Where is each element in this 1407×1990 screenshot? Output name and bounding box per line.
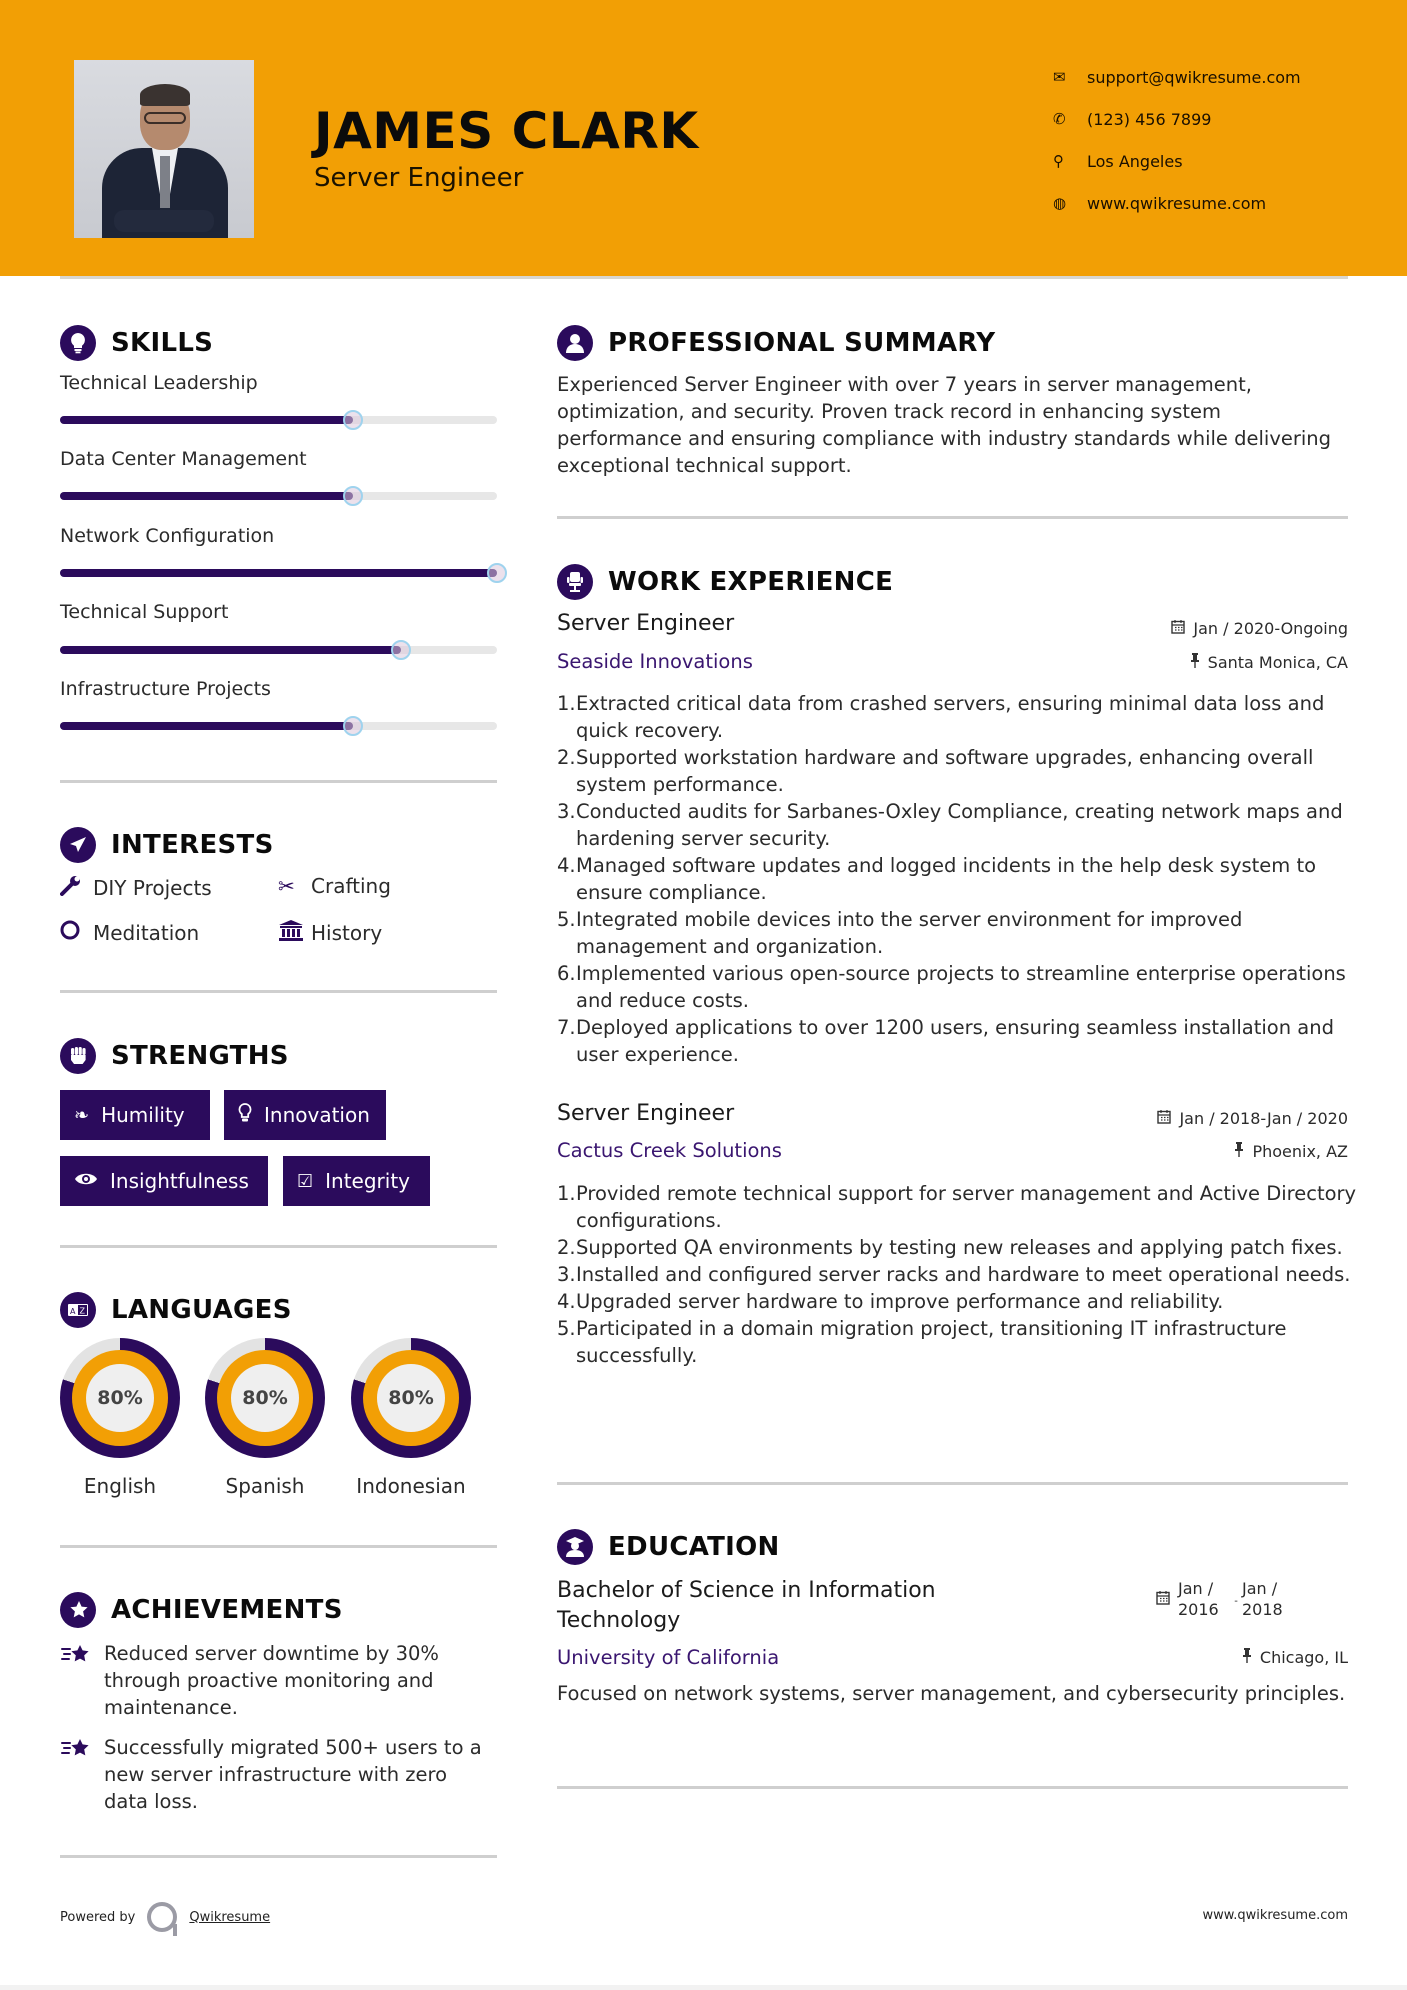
strengths-title: STRENGTHS [111,1041,289,1071]
qwikresume-logo-icon [147,1902,177,1932]
paper-plane-icon [60,827,96,863]
pushpin-icon [1234,1142,1244,1161]
degree-title: Bachelor of Science in Information Technology [557,1578,936,1633]
language-donut [351,1338,471,1458]
education-location: Chicago, IL [1242,1648,1348,1667]
section-divider [557,1482,1348,1485]
pushpin-icon [1190,653,1200,672]
company-name: Cactus Creek Solutions [557,1139,782,1162]
achievement-item: Reduced server downtime by 30% through proactive monitoring and maintenance. [60,1640,497,1721]
bullet-item: 4. Upgraded server hardware to improve performance and reliability. [557,1290,1224,1313]
interest-item: Meditation [60,919,199,946]
summary-title: PROFESSIONAL SUMMARY [608,328,996,358]
contact-phone[interactable] [1050,98,1301,140]
globe-icon: ◍ [1053,194,1067,212]
museum-icon [278,919,311,946]
job-dates: Jan / 2018-Jan / 2020 [1157,1109,1348,1128]
skill-label: Technical Leadership [60,372,258,394]
school-name: University of California [557,1646,780,1669]
interest-item: DIY Projects [60,874,212,901]
translate-icon [60,1292,96,1328]
section-divider [557,1786,1348,1789]
bullet-item: 3. Conducted audits for Sarbanes-Oxley Compliance, creating network maps and hardening server security. [557,800,1343,850]
language-percent: 80% [231,1364,299,1432]
language-percent: 80% [86,1364,154,1432]
office-chair-icon [557,564,593,600]
fist-icon [60,1038,96,1074]
page-bottom-edge [0,1985,1407,1990]
achievements-title: ACHIEVEMENTS [111,1595,343,1625]
job-title: Server Engineer [557,1101,735,1126]
education-title: EDUCATION [608,1532,780,1562]
contact-email-text: support@qwikresume.com [1087,67,1301,87]
interests-title: INTERESTS [111,830,274,860]
skill-label: Technical Support [60,601,229,623]
education-description: Focused on network systems, server management, and cybersecurity principles. [557,1682,1346,1705]
svg-text:Z: Z [79,1306,85,1316]
section-divider [60,1545,497,1548]
wrench-icon [60,874,93,901]
pushpin-icon [1242,1648,1252,1667]
user-icon [557,325,593,361]
contact-website-text: www.qwikresume.com [1087,193,1267,213]
skill-bar-knob [391,640,411,660]
svg-text:A: A [70,1307,76,1316]
candidate-title: Server Engineer [314,163,524,193]
bullet-item: 2. Supported QA environments by testing new releases and applying patch fixes. [557,1236,1343,1259]
shooting-star-icon [60,1734,104,1815]
languages-title: LANGUAGES [111,1295,292,1325]
bullet-item: 2. Supported workstation hardware and software upgrades, enhancing overall system performance. [557,746,1314,796]
lightbulb-icon [238,1103,252,1128]
interests-heading [60,827,274,863]
footer-website-link[interactable]: www.qwikresume.com [1202,1908,1348,1923]
experience-heading [557,564,893,600]
section-divider [60,1855,497,1858]
contact-website[interactable] [1050,182,1301,224]
skill-label: Data Center Management [60,448,307,470]
envelope-icon: ✉ [1053,68,1066,86]
strength-tag: Innovation [224,1090,386,1140]
contact-location [1050,140,1301,182]
contact-email[interactable] [1050,56,1301,98]
education-start: Jan / 2016 [1178,1579,1219,1619]
bullet-item: 6. Implemented various open-source projects to streamline enterprise operations and reduce costs. [557,962,1346,1012]
star-icon [60,1592,96,1628]
bullet-item: 7. Deployed applications to over 1200 users, ensuring seamless installation and user experience. [557,1016,1334,1066]
skills-heading [60,325,213,361]
achievements-heading [60,1592,343,1628]
bullet-item: 4. Managed software updates and logged incidents in the help desk system to ensure compliance. [557,854,1317,904]
skill-bar [60,492,497,500]
language-donut [60,1338,180,1458]
skill-label: Network Configuration [60,525,275,547]
contact-location-text: Los Angeles [1087,151,1183,171]
skill-bar-knob [487,563,507,583]
section-divider [557,516,1348,519]
section-divider [60,1245,497,1248]
language-label: Indonesian [356,1474,466,1498]
calendar-icon [1157,1109,1171,1128]
candidate-name: JAMES CLARK [314,102,699,160]
education-heading [557,1529,780,1565]
map-marker-icon: ⚲ [1053,152,1064,170]
education-end: Jan / 2018 [1242,1579,1283,1619]
profile-photo [74,60,254,238]
circle-icon [60,919,93,946]
qwikresume-link[interactable]: Qwikresume [189,1909,271,1925]
contact-phone-text: (123) 456 7899 [1087,109,1212,129]
graduate-icon [557,1529,593,1565]
bullet-item: 5. Integrated mobile devices into the server environment for improved management and organization. [557,908,1243,958]
skill-bar [60,646,497,654]
leaf-icon: ❧ [74,1104,90,1126]
job-title: Server Engineer [557,611,735,636]
interest-item: ✂ Crafting [278,874,391,898]
skill-bar-knob [343,716,363,736]
calendar-icon [1171,619,1185,638]
job-location: Phoenix, AZ [1234,1142,1348,1161]
skill-label: Infrastructure Projects [60,678,271,700]
bullet-item: 3. Installed and configured server racks and hardware to meet operational needs. [557,1263,1351,1286]
calendar-icon [1156,1590,1170,1609]
education-dates [1156,1578,1294,1620]
contact-list [1050,56,1301,224]
achievement-item: Successfully migrated 500+ users to a new server infrastructure with zero data loss. [60,1734,497,1815]
shooting-star-icon [60,1640,104,1721]
language-item [60,1338,180,1498]
language-item [351,1338,471,1498]
lightbulb-icon [60,325,96,361]
language-item [205,1338,325,1498]
language-donut [205,1338,325,1458]
job-bullets [557,1180,1357,1369]
header-divider [60,276,1348,279]
strength-tag: ❧ Humility [60,1090,210,1140]
strength-tag: ☑ Integrity [283,1156,430,1206]
bullet-item: 1. Extracted critical data from crashed servers, ensuring minimal data loss and quick recovery. [557,692,1325,742]
eye-icon [74,1171,98,1192]
job-location: Santa Monica, CA [1190,653,1348,672]
language-label: English [83,1474,157,1498]
company-name: Seaside Innovations [557,650,753,673]
language-percent: 80% [377,1364,445,1432]
section-divider [60,780,497,783]
strengths-heading [60,1038,289,1074]
section-divider [60,990,497,993]
skill-bar-knob [343,486,363,506]
bullet-item: 5. Participated in a domain migration project, transitioning IT infrastructure successfully. [557,1317,1287,1367]
summary-text: Experienced Server Engineer with over 7 years in server management, optimization, and security. Proven track record in enhancing system performance and ensuring compliance with industry standards while delivering exceptional technical support. [557,373,1332,477]
footer-powered-by: Powered by Qwikresume [60,1902,270,1932]
date-separator: - [1234,1595,1238,1607]
languages-heading [60,1292,292,1328]
skill-bar-knob [343,410,363,430]
interest-item: History [278,919,382,946]
scissors-icon: ✂ [278,874,295,898]
language-label: Spanish [225,1474,305,1498]
checkbox-icon: ☑ [297,1170,314,1192]
summary-heading [557,325,995,361]
phone-icon: ✆ [1053,110,1066,128]
skill-bar [60,722,497,730]
experience-title: WORK EXPERIENCE [608,567,894,597]
skill-bar [60,569,497,577]
job-dates: Jan / 2020-Ongoing [1171,619,1348,638]
bullet-item: 1. Provided remote technical support for server management and Active Directory configurations. [557,1182,1357,1232]
skills-title: SKILLS [111,328,214,358]
job-bullets [557,690,1357,1068]
skill-bar [60,416,497,424]
resume-header [0,0,1407,276]
strength-tag: Insightfulness [60,1156,268,1206]
